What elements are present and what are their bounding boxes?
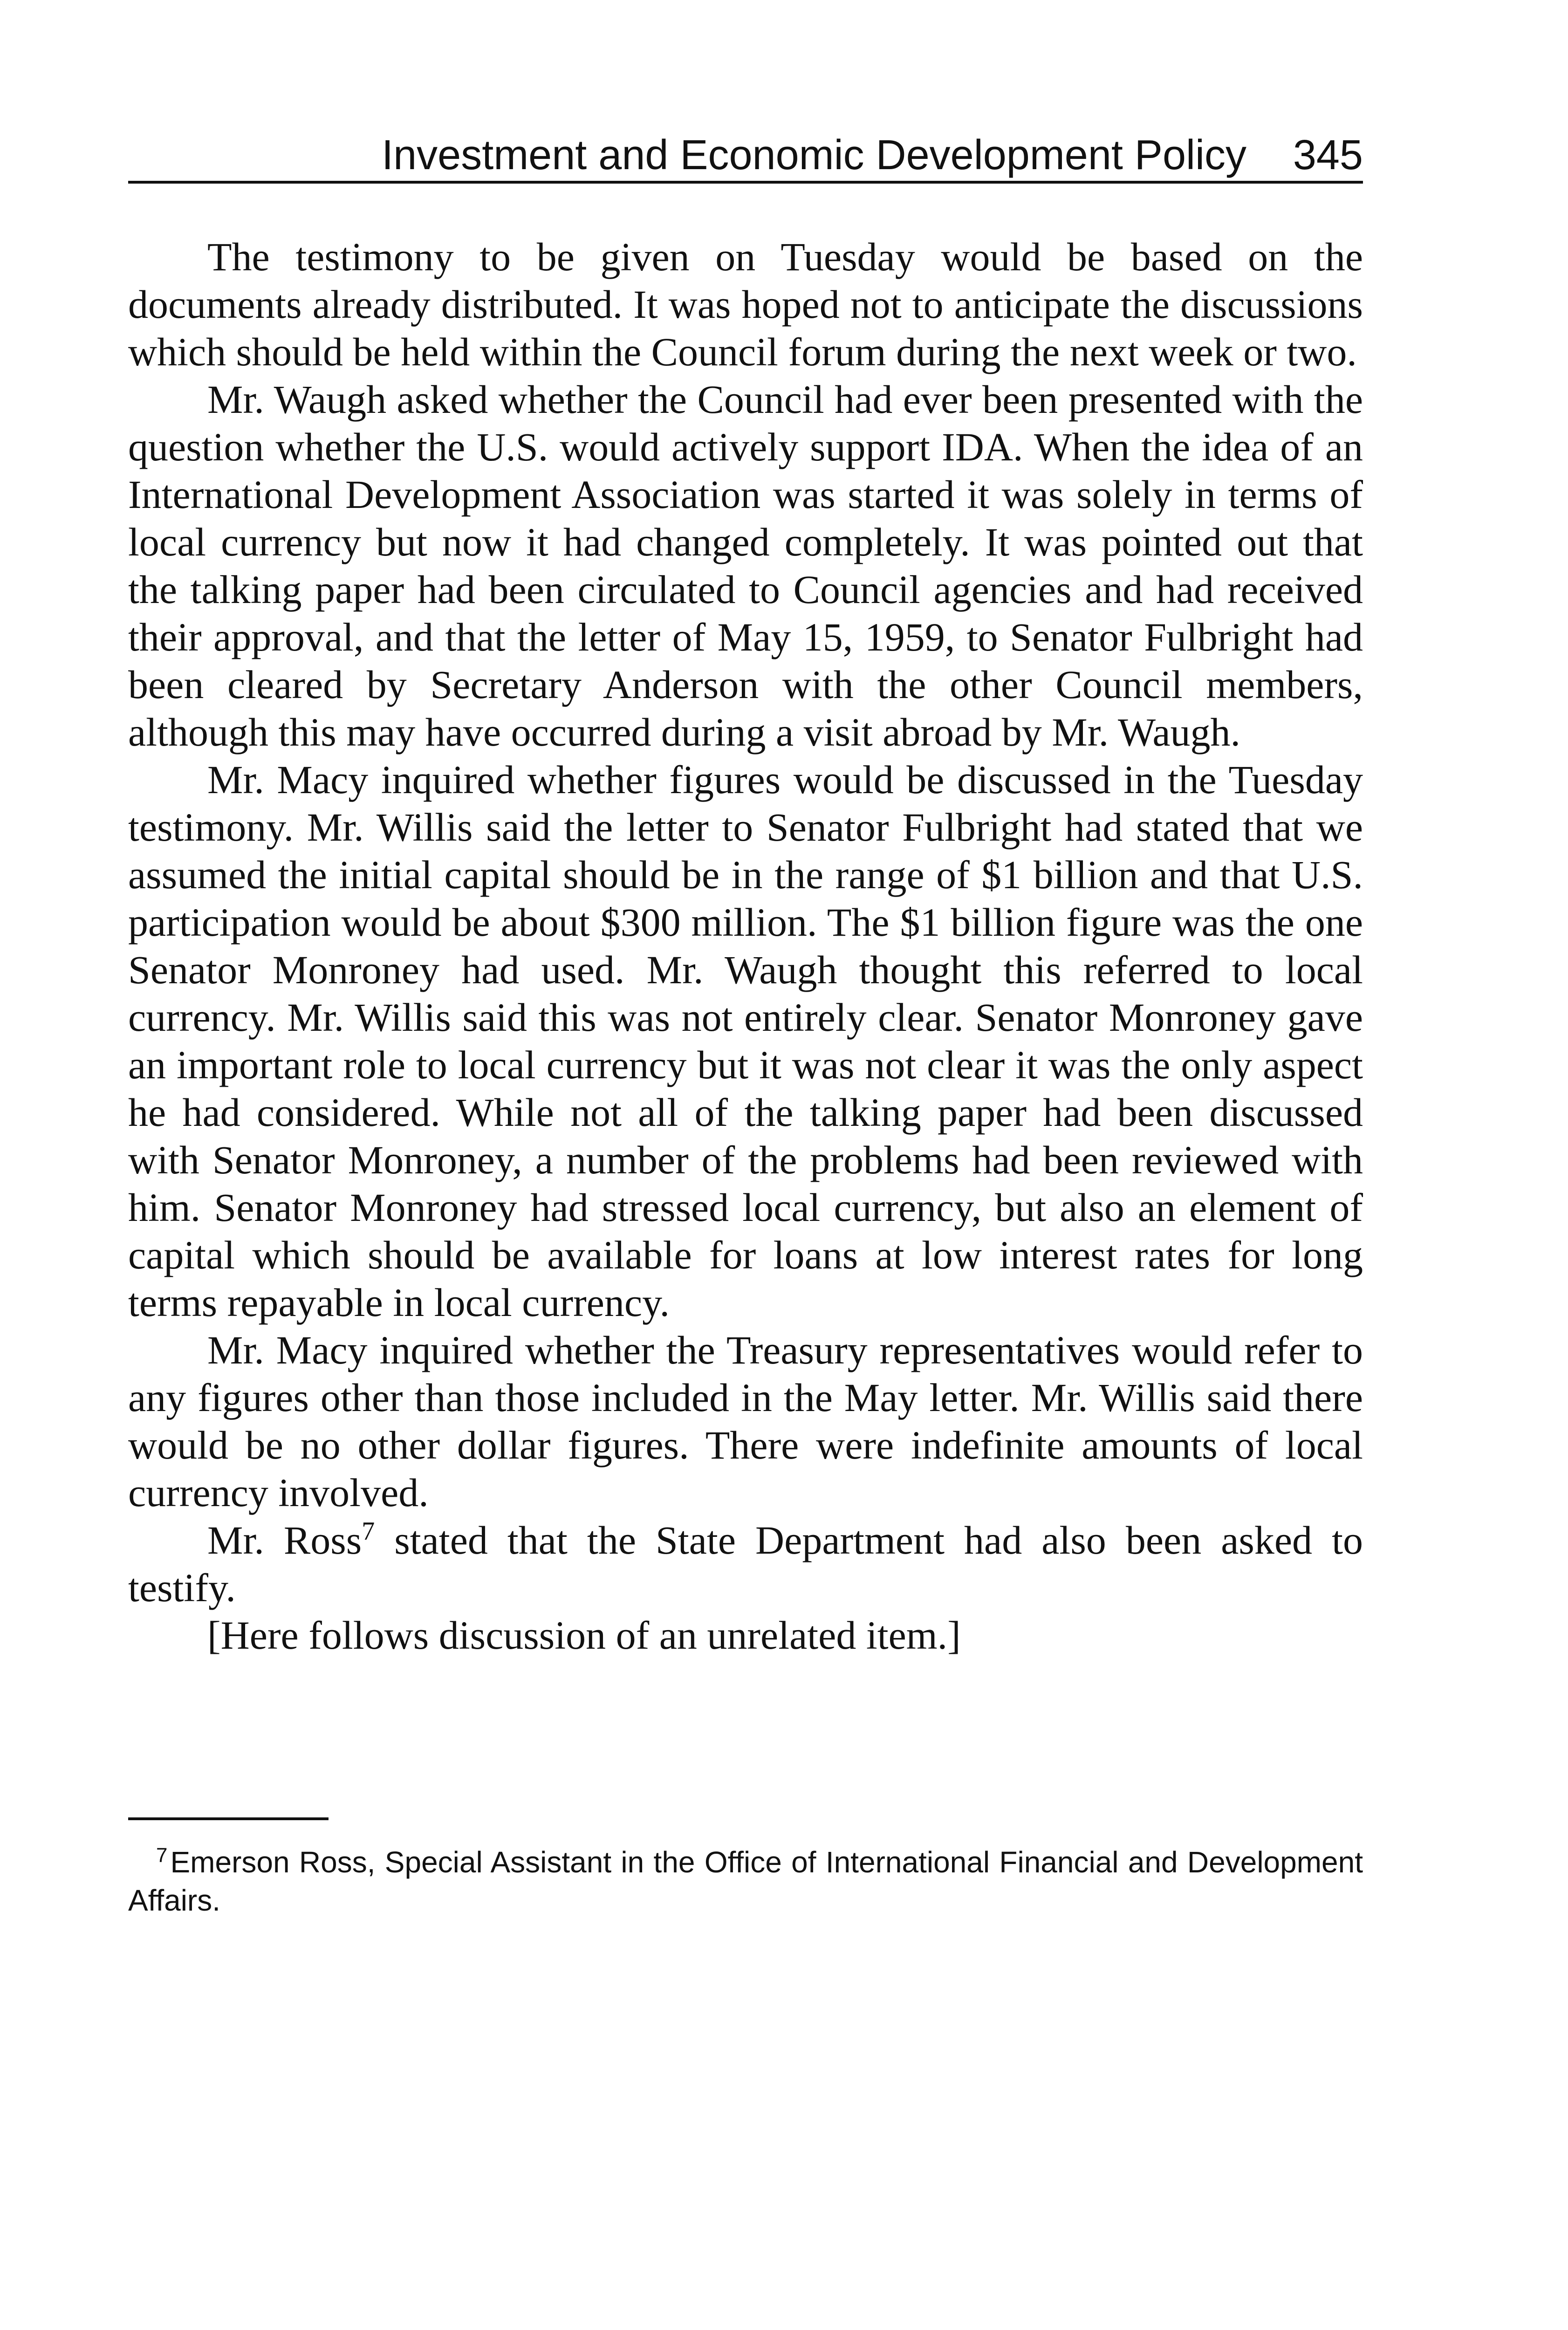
running-header: [128, 130, 1363, 184]
footnote-text: Emerson Ross, Special Assistant in the Office of International Financial and Development Affairs.: [128, 1845, 1363, 1917]
paragraph: Mr. Macy inquired whether figures would be discussed in the Tuesday testimony. Mr. Willis said the letter to Senator Fulbright had stated that we assumed the initial capital should be in the range of $1 billion and that U.S. participation would be about $300 million. The $1 billion figure was the one Senator Monroney had used. Mr. Waugh thought this referred to local currency. Mr. Willis said this was not entirely clear. Senator Monroney gave an important role to local currency but it was not clear it was the only aspect he had considered. While not all of the talking paper had been discussed with Senator Monroney, a number of the problems had been reviewed with him. Senator Monroney had stressed local currency, but also an element of capital which should be available for loans at low interest rates for long terms repayable in local currency.: [128, 757, 1363, 1325]
paragraph: Mr. Waugh asked whether the Council had ever been presented with the question whether the U.S. would actively support IDA. When the idea of an International Development Association was started it was solely in terms of local currency but now it had changed completely. It was pointed out that the talking paper had been circulated to Council agencies and had received their approval, and that the letter of May 15, 1959, to Senator Fulbright had been cleared by Secretary Anderson with the other Council members, although this may have occurred during a visit abroad by Mr. Waugh.: [128, 377, 1363, 754]
paragraph-ross: [128, 1516, 1363, 1611]
footnote-reference[interactable]: 7: [362, 1517, 375, 1546]
paragraph-ross-end: stated that the State Department had also been asked to testify.: [128, 1518, 1363, 1610]
body-text: [128, 233, 1363, 1659]
paragraph: Mr. Macy inquired whether the Treasury representatives would refer to any figures other than those included in the May letter. Mr. Willis said there would be no other dollar figures. There were indefinite amounts of local currency involved.: [128, 1328, 1363, 1515]
footnote: [128, 1843, 1363, 1919]
paragraph-ross-start: Mr. Ross: [207, 1518, 362, 1562]
paragraph-closing: [Here follows discussion of an unrelated item.]: [207, 1613, 961, 1658]
page-number: 345: [1293, 132, 1363, 178]
footnote-marker: 7: [156, 1844, 168, 1867]
footnote-divider: [128, 1817, 329, 1820]
paragraph: The testimony to be given on Tuesday would be based on the documents already distributed. It was hoped not to anticipate the discussions which should be held within the Council forum during the next week or two.: [128, 234, 1363, 374]
running-header-title: Investment and Economic Development Policy: [382, 132, 1246, 178]
